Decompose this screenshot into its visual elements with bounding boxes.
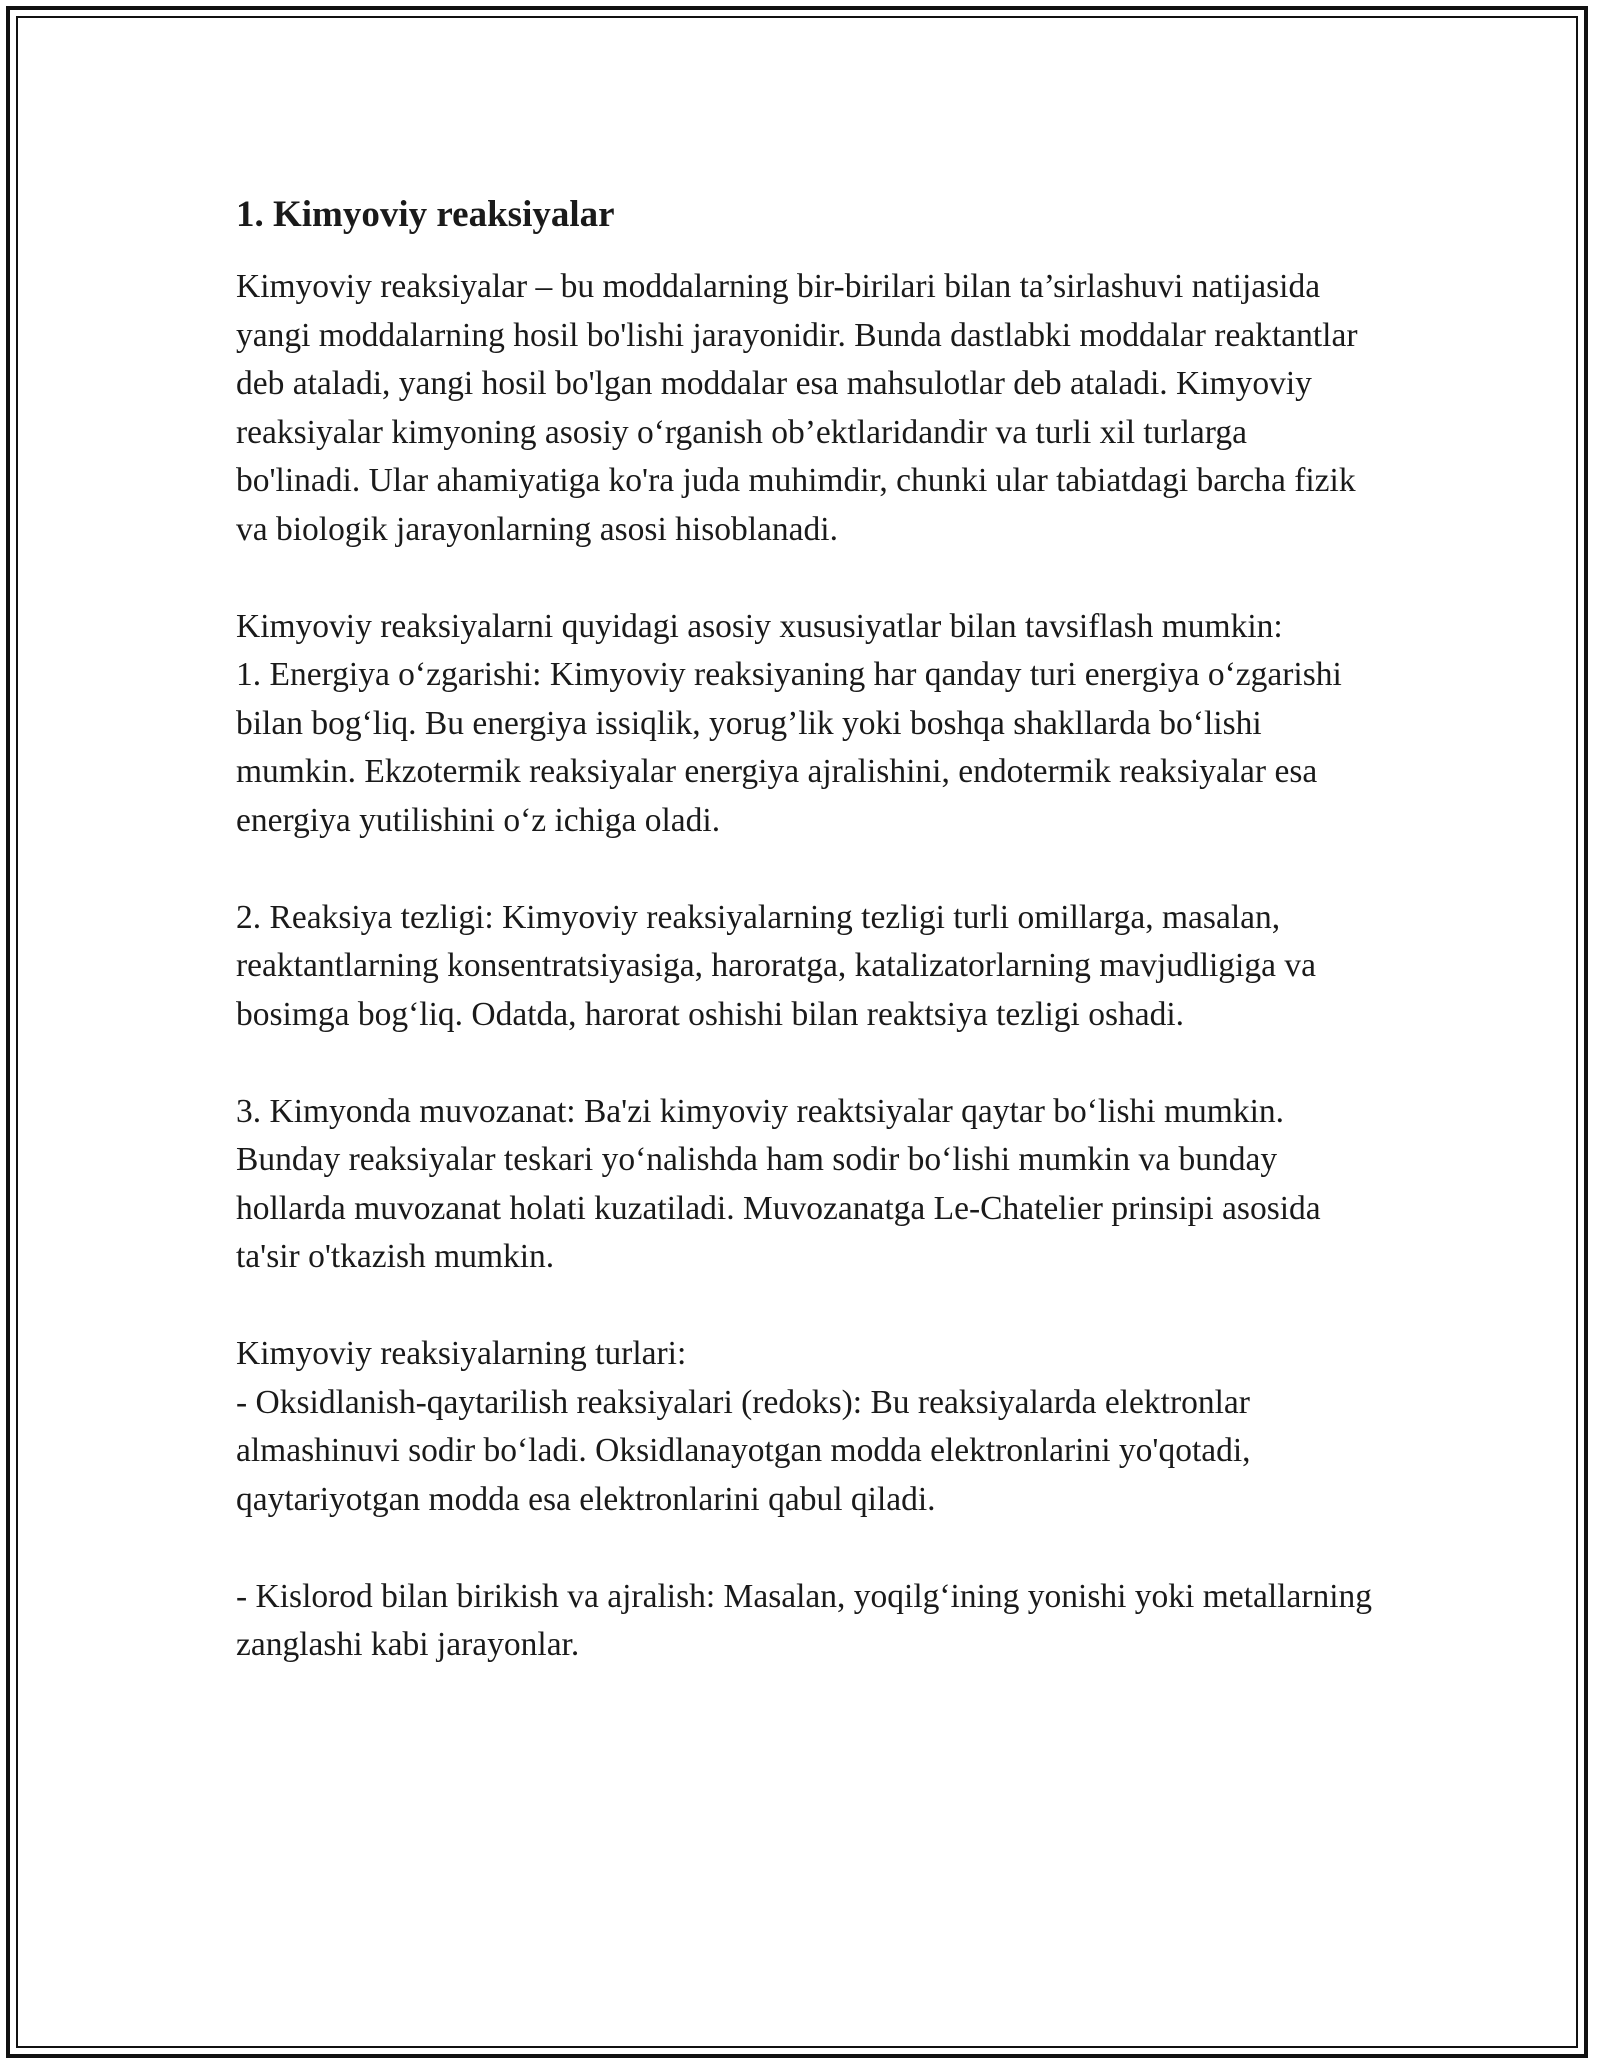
document-body <box>236 187 1376 1670</box>
types-lead: Kimyoviy reaksiyalarning turlari: <box>236 1335 687 1372</box>
document-title: 1. Kimyoviy reaksiyalar <box>236 194 615 235</box>
type-oxygen: - Kislorod bilan birikish va ajralish: Masalan, yoqilg‘ining yonishi yoki metallarning zanglashi kabi jarayonlar. <box>236 1577 1373 1663</box>
feature-rate: 2. Reaksiya tezligi: Kimyoviy reaksiyalarning tezligi turli omillarga, masalan, reaktantlarning konsentratsiyasiga, haroratga, katalizatorlarning mavjudligiga va bosimga bog‘liq. Odatda, harorat oshishi bilan reaktsiya tezligi oshadi. <box>236 898 1316 1033</box>
features-lead: Kimyoviy reaksiyalarni quyidagi asosiy xususiyatlar bilan tavsiflash mumkin: <box>236 607 1283 645</box>
feature-energy: 1. Energiya o‘zgarishi: Kimyoviy reaksiyaning har qanday turi energiya o‘zgarishi bilan bog‘liq. Bu energiya issiqlik, yorug’lik yoki boshqa shakllarda bo‘lishi mumkin. Ekzotermik reaksiyalar energiya ajralishini, endotermik reaksiyalar esa energiya yutilishini o‘z ichiga oladi. <box>236 656 1342 839</box>
intro-paragraph: Kimyoviy reaksiyalar – bu moddalarning bir-birilari bilan ta’sirlashuvi natijasida yangi moddalarning hosil bo'lishi jarayonidir. Bunda dastlabki moddalar reaktantlar deb ataladi, yangi hosil bo'lgan moddalar esa mahsulotlar deb ataladi. Kimyoviy reaksiyalar kimyoning asosiy o‘rganish ob’ektlaridandir va turli xil turlarga bo'linadi. Ular ahamiyatiga ko'ra juda muhimdir, chunki ular tabiatdagi barcha fizik va biologik jarayonlarning asosi hisoblanadi. <box>236 268 1358 548</box>
feature-equilibrium: 3. Kimyonda muvozanat: Ba'zi kimyoviy reaktsiyalar qaytar bo‘lishi mumkin. Bunday reaksiyalar teskari yo‘nalishda ham sodir bo‘lishi mumkin va bunday hollarda muvozanat holati kuzatiladi. Muvozanatga Le-Chatelier prinsipi asosida ta'sir o'tkazish mumkin. <box>236 1092 1321 1275</box>
type-redox: - Oksidlanish-qaytarilish reaksiyalari (redoks): Bu reaksiyalarda elektronlar almashinuvi sodir bo‘ladi. Oksidlanayotgan modda elektronlarini yo'qotadi, qaytariyotgan modda esa elektronlarini qabul qiladi. <box>236 1383 1251 1518</box>
